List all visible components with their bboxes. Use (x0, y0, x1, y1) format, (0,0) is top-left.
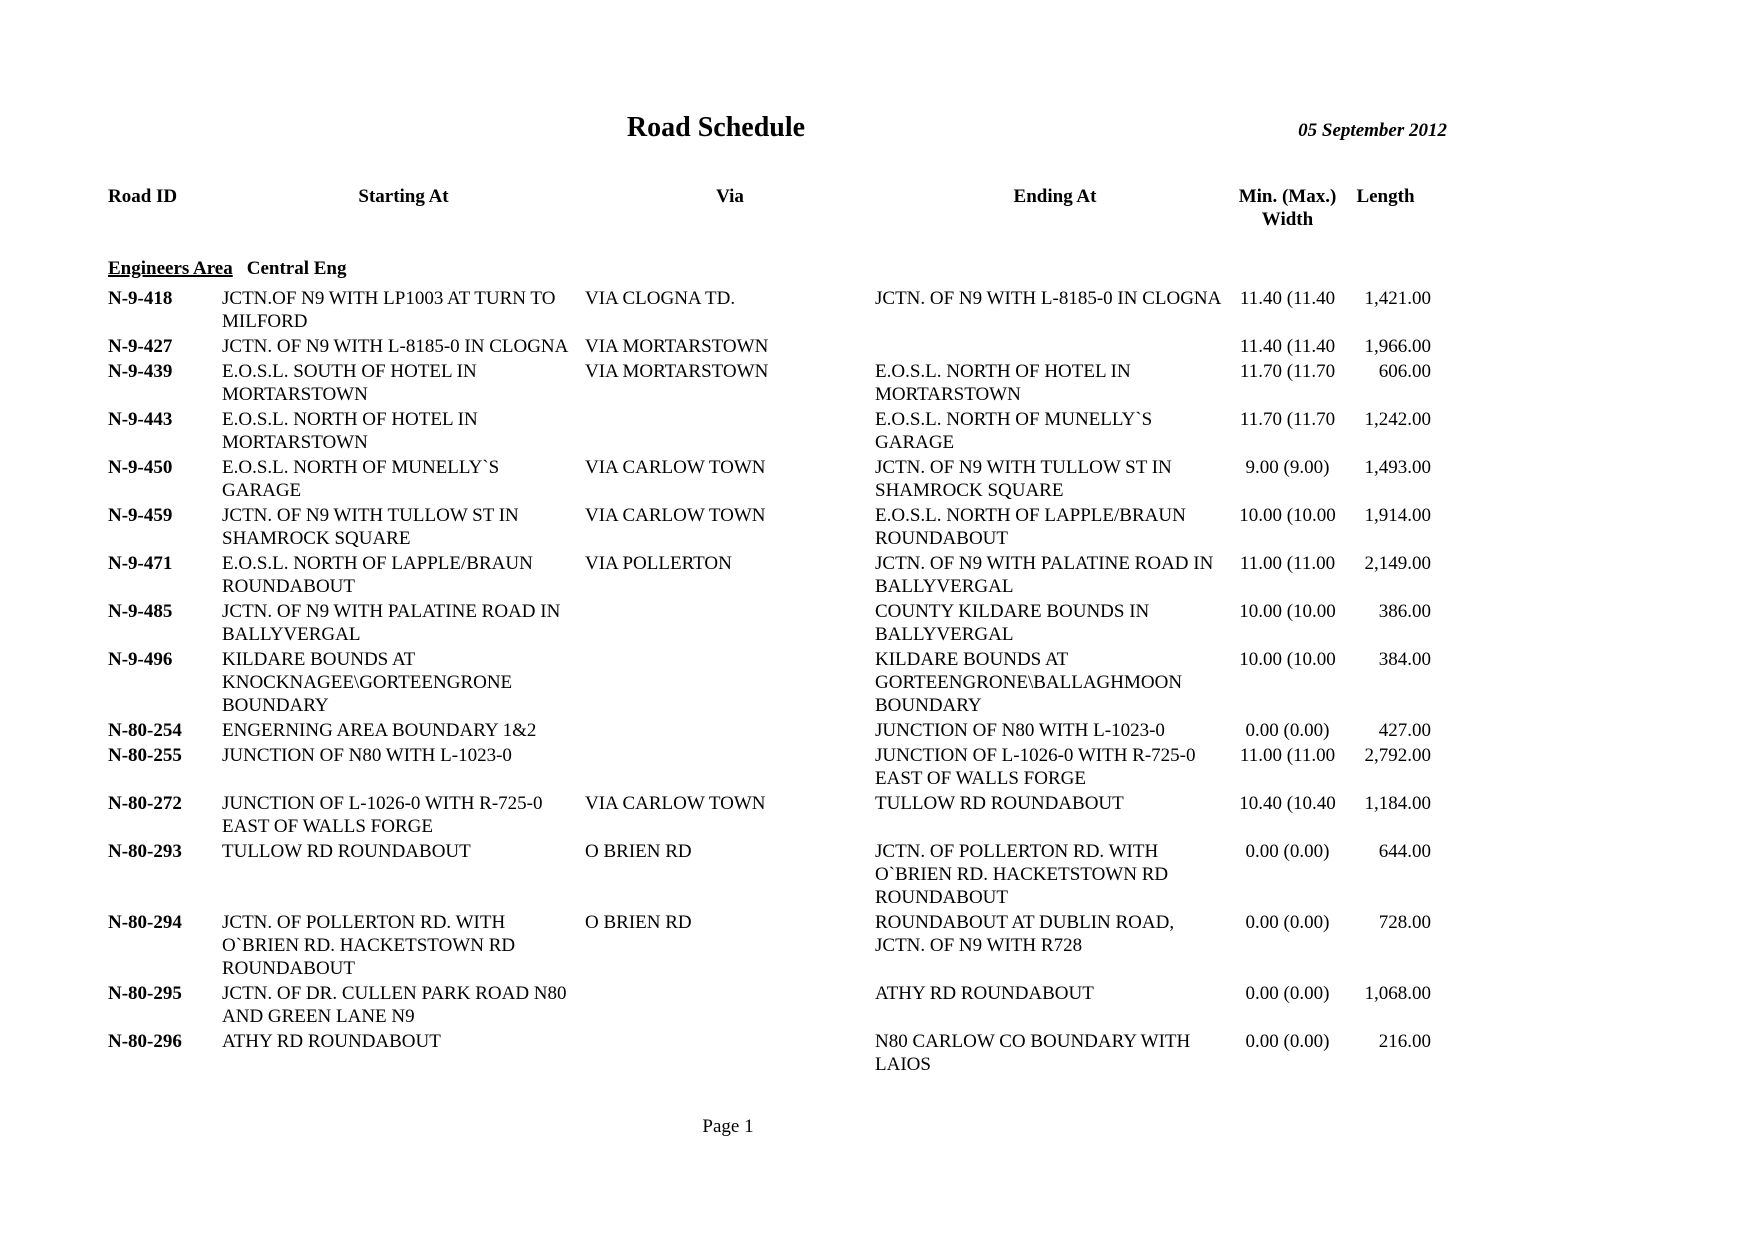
road-id-cell: N-9-459 (108, 505, 173, 526)
ending-at-cell: JCTN. OF POLLERTON RD. WITH O`BRIEN RD. HACKETSTOWN RD ROUNDABOUT (875, 841, 1169, 908)
column-header-via: Via (716, 186, 744, 207)
width-cell: 11.00 (11.00 (1239, 553, 1336, 574)
table-rows (108, 287, 1431, 1078)
table-row (108, 840, 1431, 909)
via-cell (585, 600, 875, 646)
starting-at-cell: ENGERNING AREA BOUNDARY 1&2 (222, 720, 537, 741)
ending-at-cell: TULLOW RD ROUNDABOUT (875, 793, 1124, 814)
width-cell: 10.00 (10.00 (1239, 601, 1336, 622)
via-cell: VIA CARLOW TOWN (585, 457, 766, 478)
length-cell: 1,068.00 (1364, 983, 1431, 1004)
length-cell: 1,914.00 (1364, 505, 1431, 526)
road-id-cell: N-9-418 (108, 288, 173, 309)
width-cell: 11.70 (11.70 (1239, 361, 1336, 382)
length-cell: 2,149.00 (1364, 553, 1431, 574)
column-header-length: Length (1356, 186, 1415, 207)
table-row (108, 504, 1431, 550)
starting-at-cell: JCTN. OF N9 WITH TULLOW ST IN SHAMROCK SQUARE (222, 505, 519, 549)
length-cell: 1,184.00 (1364, 793, 1431, 814)
width-cell: 10.00 (10.00 (1239, 505, 1336, 526)
starting-at-cell: KILDARE BOUNDS AT KNOCKNAGEE\GORTEENGRONE BOUNDARY (222, 649, 513, 716)
table-row (108, 1030, 1431, 1076)
via-cell: VIA MORTARSTOWN (585, 361, 769, 382)
column-header-starting-at: Starting At (358, 186, 449, 207)
via-cell (585, 744, 875, 790)
table-row (108, 982, 1431, 1028)
engineers-area-name: Central Eng (246, 258, 347, 279)
via-cell (585, 719, 875, 742)
road-id-cell: N-80-254 (108, 720, 182, 741)
ending-at-cell: ATHY RD ROUNDABOUT (875, 983, 1094, 1004)
ending-at-cell (875, 335, 1235, 358)
road-id-cell: N-9-427 (108, 336, 173, 357)
table-row (108, 287, 1431, 333)
width-cell: 0.00 (0.00) (1245, 841, 1330, 862)
via-cell: O BRIEN RD (585, 841, 692, 862)
length-cell: 1,966.00 (1364, 336, 1431, 357)
starting-at-cell: E.O.S.L. NORTH OF MUNELLY`S GARAGE (222, 457, 500, 501)
table-row (108, 408, 1431, 454)
starting-at-cell: JCTN. OF N9 WITH L-8185-0 IN CLOGNA (222, 336, 569, 357)
width-cell: 0.00 (0.00) (1245, 983, 1330, 1004)
ending-at-cell: JCTN. OF N9 WITH TULLOW ST IN SHAMROCK SQUARE (875, 457, 1172, 501)
road-id-cell: N-80-272 (108, 793, 182, 814)
ending-at-cell: COUNTY KILDARE BOUNDS IN BALLYVERGAL (875, 601, 1150, 645)
via-cell: O BRIEN RD (585, 912, 692, 933)
length-cell: 386.00 (1378, 601, 1431, 622)
starting-at-cell: E.O.S.L. SOUTH OF HOTEL IN MORTARSTOWN (222, 361, 477, 405)
ending-at-cell: JUNCTION OF L-1026-0 WITH R-725-0 EAST OF WALLS FORGE (875, 745, 1196, 789)
width-cell: 0.00 (0.00) (1245, 720, 1330, 741)
via-cell: VIA MORTARSTOWN (585, 336, 769, 357)
ending-at-cell: E.O.S.L. NORTH OF LAPPLE/BRAUN ROUNDABOUT (875, 505, 1186, 549)
width-cell: 10.40 (10.40 (1239, 793, 1336, 814)
length-cell: 644.00 (1378, 841, 1431, 862)
length-cell: 2,792.00 (1364, 745, 1431, 766)
table-row (108, 360, 1431, 406)
road-id-cell: N-9-439 (108, 361, 173, 382)
column-header-ending-at: Ending At (1013, 186, 1097, 207)
report-date: 05 September 2012 (1298, 120, 1447, 141)
column-header-road-id: Road ID (108, 186, 178, 207)
column-header-width-line2: Width (1261, 209, 1314, 230)
table-row (108, 648, 1431, 717)
width-cell: 11.70 (11.70 (1239, 409, 1336, 430)
road-id-cell: N-9-471 (108, 553, 173, 574)
starting-at-cell: JCTN.OF N9 WITH LP1003 AT TURN TO MILFORD (222, 288, 556, 332)
starting-at-cell: TULLOW RD ROUNDABOUT (222, 841, 471, 862)
width-cell: 9.00 (9.00) (1245, 457, 1330, 478)
via-cell: VIA POLLERTON (585, 553, 732, 574)
ending-at-cell: E.O.S.L. NORTH OF MUNELLY`S GARAGE (875, 409, 1153, 453)
width-cell: 11.40 (11.40 (1239, 288, 1336, 309)
starting-at-cell: JUNCTION OF N80 WITH L-1023-0 (222, 745, 512, 766)
column-header-width-line1: Min. (Max.) (1238, 186, 1337, 207)
length-cell: 1,421.00 (1364, 288, 1431, 309)
starting-at-cell: E.O.S.L. NORTH OF LAPPLE/BRAUN ROUNDABOUT (222, 553, 533, 597)
via-cell: VIA CARLOW TOWN (585, 505, 766, 526)
via-cell: VIA CLOGNA TD. (585, 288, 736, 309)
width-cell: 10.00 (10.00 (1239, 649, 1336, 670)
length-cell: 384.00 (1378, 649, 1431, 670)
road-id-cell: N-80-294 (108, 912, 182, 933)
engineers-area-section-heading (108, 257, 346, 280)
table-row (108, 600, 1431, 646)
ending-at-cell: E.O.S.L. NORTH OF HOTEL IN MORTARSTOWN (875, 361, 1131, 405)
ending-at-cell: JUNCTION OF N80 WITH L-1023-0 (875, 720, 1165, 741)
road-id-cell: N-9-496 (108, 649, 173, 670)
table-row (108, 792, 1431, 838)
table-row (108, 719, 1431, 742)
starting-at-cell: E.O.S.L. NORTH OF HOTEL IN MORTARSTOWN (222, 409, 478, 453)
page-number: Page 1 (702, 1116, 754, 1137)
engineers-area-label: Engineers Area (108, 258, 233, 279)
road-id-cell: N-9-450 (108, 457, 173, 478)
length-cell: 1,242.00 (1364, 409, 1431, 430)
via-cell (585, 408, 875, 454)
length-cell: 606.00 (1378, 361, 1431, 382)
table-row (108, 911, 1431, 980)
length-cell: 1,493.00 (1364, 457, 1431, 478)
starting-at-cell: JCTN. OF POLLERTON RD. WITH O`BRIEN RD. HACKETSTOWN RD ROUNDABOUT (222, 912, 516, 979)
length-cell: 728.00 (1378, 912, 1431, 933)
table-header-row (108, 185, 1431, 231)
ending-at-cell: JCTN. OF N9 WITH L-8185-0 IN CLOGNA (875, 288, 1222, 309)
starting-at-cell: JCTN. OF DR. CULLEN PARK ROAD N80 AND GREEN LANE N9 (222, 983, 567, 1027)
road-id-cell: N-9-443 (108, 409, 173, 430)
via-cell (585, 1030, 875, 1076)
column-header-width (1235, 185, 1340, 231)
via-cell (585, 982, 875, 1028)
road-id-cell: N-80-293 (108, 841, 182, 862)
starting-at-cell: JCTN. OF N9 WITH PALATINE ROAD IN BALLYVERGAL (222, 601, 561, 645)
width-cell: 11.00 (11.00 (1239, 745, 1336, 766)
road-id-cell: N-80-296 (108, 1031, 182, 1052)
width-cell: 0.00 (0.00) (1245, 912, 1330, 933)
table-row (108, 456, 1431, 502)
via-cell: VIA CARLOW TOWN (585, 793, 766, 814)
ending-at-cell: JCTN. OF N9 WITH PALATINE ROAD IN BALLYVERGAL (875, 553, 1214, 597)
length-cell: 216.00 (1378, 1031, 1431, 1052)
table-row (108, 744, 1431, 790)
ending-at-cell: KILDARE BOUNDS AT GORTEENGRONE\BALLAGHMOON BOUNDARY (875, 649, 1183, 716)
width-cell: 11.40 (11.40 (1239, 336, 1336, 357)
ending-at-cell: N80 CARLOW CO BOUNDARY WITH LAIOS (875, 1031, 1191, 1075)
via-cell (585, 648, 875, 717)
road-id-cell: N-80-295 (108, 983, 182, 1004)
length-cell: 427.00 (1378, 720, 1431, 741)
starting-at-cell: ATHY RD ROUNDABOUT (222, 1031, 441, 1052)
table-row (108, 552, 1431, 598)
road-id-cell: N-80-255 (108, 745, 182, 766)
road-id-cell: N-9-485 (108, 601, 173, 622)
table-row (108, 335, 1431, 358)
ending-at-cell: ROUNDABOUT AT DUBLIN ROAD, JCTN. OF N9 WITH R728 (875, 912, 1175, 956)
page-title: Road Schedule (626, 112, 806, 143)
width-cell: 0.00 (0.00) (1245, 1031, 1330, 1052)
starting-at-cell: JUNCTION OF L-1026-0 WITH R-725-0 EAST OF WALLS FORGE (222, 793, 543, 837)
